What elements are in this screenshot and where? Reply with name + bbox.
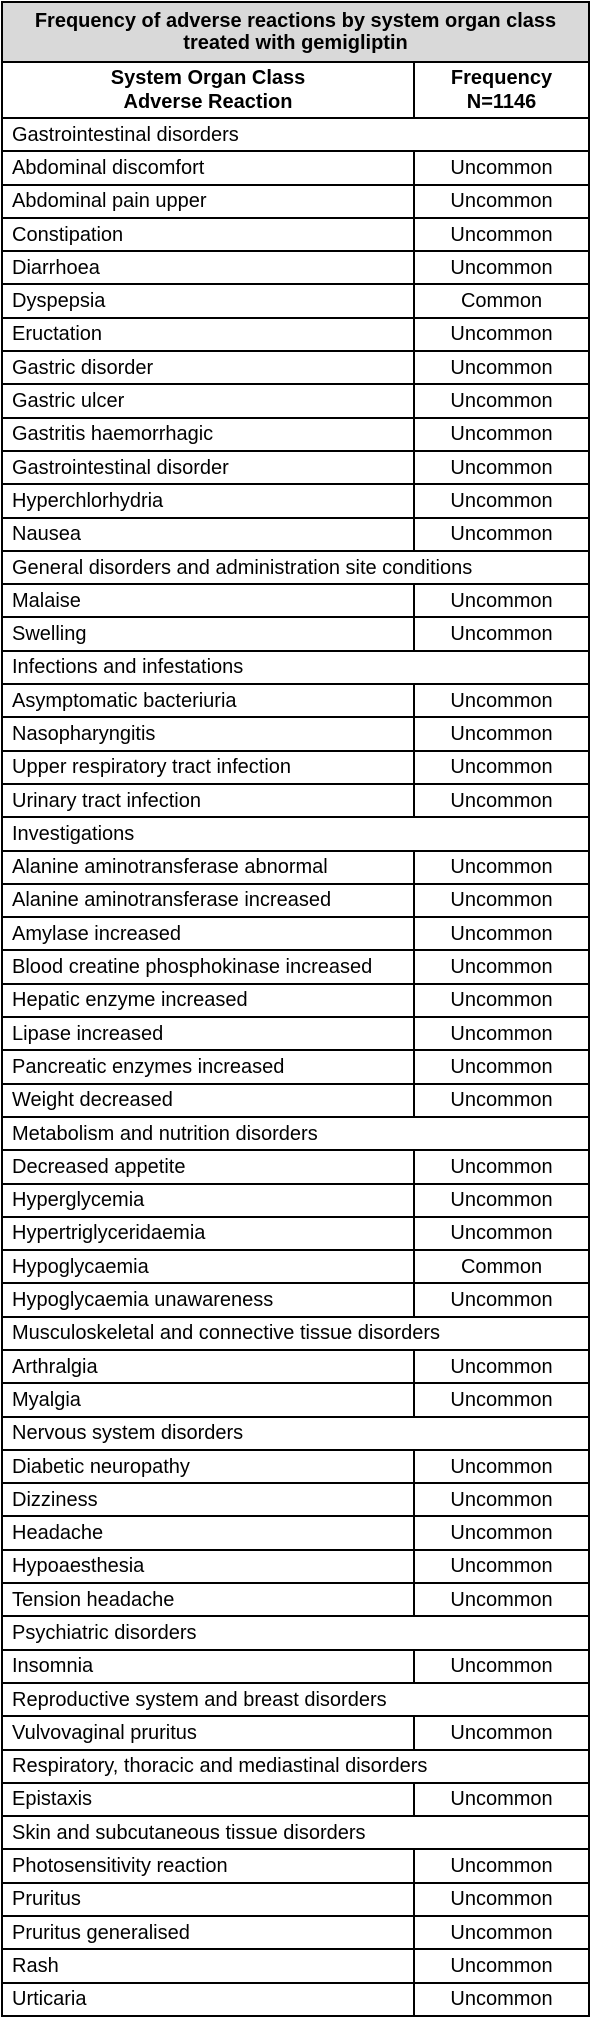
frequency-cell: Uncommon bbox=[414, 1483, 589, 1516]
adverse-reaction-cell: Tension headache bbox=[2, 1583, 414, 1616]
frequency-cell: Uncommon bbox=[414, 1916, 589, 1949]
table-row bbox=[2, 1383, 589, 1416]
adverse-reaction-cell: Photosensitivity reaction bbox=[2, 1849, 414, 1882]
adverse-reaction-cell: Insomnia bbox=[2, 1650, 414, 1683]
frequency-cell: Uncommon bbox=[414, 1217, 589, 1250]
category-label: Respiratory, thoracic and mediastinal disorders bbox=[2, 1750, 589, 1783]
table-row bbox=[2, 717, 589, 750]
table-title-row bbox=[2, 2, 589, 62]
category-row bbox=[2, 1616, 589, 1649]
table-row bbox=[2, 351, 589, 384]
adverse-reaction-cell: Hypertriglyceridaemia bbox=[2, 1217, 414, 1250]
table-row bbox=[2, 1017, 589, 1050]
adverse-reaction-cell: Gastritis haemorrhagic bbox=[2, 418, 414, 451]
adverse-reaction-cell: Hypoglycaemia bbox=[2, 1250, 414, 1283]
category-row bbox=[2, 1816, 589, 1849]
table-row bbox=[2, 518, 589, 551]
table-row bbox=[2, 451, 589, 484]
frequency-cell: Uncommon bbox=[414, 151, 589, 184]
adverse-reactions-table bbox=[1, 1, 590, 2017]
column-header-organ-class-line2: Adverse Reaction bbox=[123, 91, 293, 113]
frequency-cell: Uncommon bbox=[414, 1350, 589, 1383]
table-row bbox=[2, 1583, 589, 1616]
adverse-reaction-cell: Nasopharyngitis bbox=[2, 717, 414, 750]
table-row bbox=[2, 1716, 589, 1749]
table-row bbox=[2, 1849, 589, 1882]
adverse-reactions-document bbox=[1, 1, 588, 2017]
adverse-reaction-cell: Swelling bbox=[2, 617, 414, 650]
frequency-cell: Uncommon bbox=[414, 318, 589, 351]
category-label: Reproductive system and breast disorders bbox=[2, 1683, 589, 1716]
table-row bbox=[2, 1350, 589, 1383]
adverse-reaction-cell: Hypoaesthesia bbox=[2, 1550, 414, 1583]
category-label: Metabolism and nutrition disorders bbox=[2, 1117, 589, 1150]
frequency-cell: Uncommon bbox=[414, 851, 589, 884]
adverse-reaction-cell: Headache bbox=[2, 1516, 414, 1549]
table-row bbox=[2, 1250, 589, 1283]
frequency-cell: Uncommon bbox=[414, 917, 589, 950]
adverse-reaction-cell: Malaise bbox=[2, 584, 414, 617]
category-label: Psychiatric disorders bbox=[2, 1616, 589, 1649]
table-row bbox=[2, 1050, 589, 1083]
table-title: Frequency of adverse reactions by system organ class treated with gemigliptin bbox=[2, 2, 589, 62]
adverse-reaction-cell: Hyperglycemia bbox=[2, 1184, 414, 1217]
category-row bbox=[2, 1417, 589, 1450]
adverse-reaction-cell: Weight decreased bbox=[2, 1084, 414, 1117]
table-row bbox=[2, 1283, 589, 1316]
table-row bbox=[2, 1883, 589, 1916]
table-row bbox=[2, 1983, 589, 2016]
frequency-cell: Uncommon bbox=[414, 1783, 589, 1816]
category-row bbox=[2, 118, 589, 151]
adverse-reaction-cell: Dizziness bbox=[2, 1483, 414, 1516]
adverse-reaction-cell: Pancreatic enzymes increased bbox=[2, 1050, 414, 1083]
frequency-cell: Uncommon bbox=[414, 617, 589, 650]
category-row bbox=[2, 1683, 589, 1716]
table-row bbox=[2, 950, 589, 983]
frequency-cell: Uncommon bbox=[414, 218, 589, 251]
category-label: Investigations bbox=[2, 817, 589, 850]
frequency-cell: Uncommon bbox=[414, 251, 589, 284]
frequency-cell: Common bbox=[414, 1250, 589, 1283]
frequency-cell: Uncommon bbox=[414, 1084, 589, 1117]
table-row bbox=[2, 185, 589, 218]
table-row bbox=[2, 1483, 589, 1516]
adverse-reaction-cell: Hyperchlorhydria bbox=[2, 484, 414, 517]
column-header-row bbox=[2, 62, 589, 118]
table-row bbox=[2, 218, 589, 251]
category-row bbox=[2, 1317, 589, 1350]
table-row bbox=[2, 418, 589, 451]
table-row bbox=[2, 1184, 589, 1217]
frequency-cell: Uncommon bbox=[414, 1883, 589, 1916]
adverse-reaction-cell: Decreased appetite bbox=[2, 1150, 414, 1183]
frequency-cell: Uncommon bbox=[414, 1583, 589, 1616]
frequency-cell: Uncommon bbox=[414, 1516, 589, 1549]
frequency-cell: Uncommon bbox=[414, 1849, 589, 1882]
adverse-reaction-cell: Abdominal pain upper bbox=[2, 185, 414, 218]
adverse-reaction-cell: Diarrhoea bbox=[2, 251, 414, 284]
frequency-cell: Uncommon bbox=[414, 950, 589, 983]
column-header-frequency bbox=[414, 62, 589, 118]
adverse-reaction-cell: Gastric ulcer bbox=[2, 384, 414, 417]
table-row bbox=[2, 884, 589, 917]
column-header-frequency-line2: N=1146 bbox=[466, 91, 537, 113]
frequency-cell: Uncommon bbox=[414, 1050, 589, 1083]
adverse-reaction-cell: Gastrointestinal disorder bbox=[2, 451, 414, 484]
frequency-cell: Uncommon bbox=[414, 884, 589, 917]
frequency-cell: Uncommon bbox=[414, 1949, 589, 1982]
frequency-cell: Uncommon bbox=[414, 984, 589, 1017]
table-row bbox=[2, 1217, 589, 1250]
table-row bbox=[2, 1150, 589, 1183]
table-row bbox=[2, 318, 589, 351]
category-row bbox=[2, 817, 589, 850]
table-row bbox=[2, 784, 589, 817]
table-row bbox=[2, 617, 589, 650]
table-row bbox=[2, 751, 589, 784]
frequency-cell: Uncommon bbox=[414, 384, 589, 417]
adverse-reaction-cell: Urinary tract infection bbox=[2, 784, 414, 817]
adverse-reaction-cell: Pruritus generalised bbox=[2, 1916, 414, 1949]
frequency-cell: Uncommon bbox=[414, 751, 589, 784]
adverse-reaction-cell: Myalgia bbox=[2, 1383, 414, 1416]
adverse-reaction-cell: Hepatic enzyme increased bbox=[2, 984, 414, 1017]
frequency-cell: Uncommon bbox=[414, 1184, 589, 1217]
adverse-reaction-cell: Asymptomatic bacteriuria bbox=[2, 684, 414, 717]
frequency-cell: Uncommon bbox=[414, 484, 589, 517]
adverse-reaction-cell: Lipase increased bbox=[2, 1017, 414, 1050]
category-row bbox=[2, 1750, 589, 1783]
table-row bbox=[2, 151, 589, 184]
frequency-cell: Uncommon bbox=[414, 1283, 589, 1316]
frequency-cell: Uncommon bbox=[414, 518, 589, 551]
table-row bbox=[2, 851, 589, 884]
adverse-reaction-cell: Amylase increased bbox=[2, 917, 414, 950]
category-row bbox=[2, 651, 589, 684]
frequency-cell: Uncommon bbox=[414, 418, 589, 451]
table-row bbox=[2, 284, 589, 317]
frequency-cell: Uncommon bbox=[414, 1650, 589, 1683]
category-label: Musculoskeletal and connective tissue disorders bbox=[2, 1317, 589, 1350]
adverse-reaction-cell: Alanine aminotransferase abnormal bbox=[2, 851, 414, 884]
frequency-cell: Uncommon bbox=[414, 1017, 589, 1050]
frequency-cell: Uncommon bbox=[414, 1716, 589, 1749]
adverse-reaction-cell: Epistaxis bbox=[2, 1783, 414, 1816]
table-row bbox=[2, 984, 589, 1017]
table-row bbox=[2, 1084, 589, 1117]
category-label: Nervous system disorders bbox=[2, 1417, 589, 1450]
category-row bbox=[2, 1117, 589, 1150]
adverse-reaction-cell: Pruritus bbox=[2, 1883, 414, 1916]
category-label: Gastrointestinal disorders bbox=[2, 118, 589, 151]
frequency-cell: Uncommon bbox=[414, 185, 589, 218]
adverse-reaction-cell: Dyspepsia bbox=[2, 284, 414, 317]
adverse-reaction-cell: Urticaria bbox=[2, 1983, 414, 2016]
table-row bbox=[2, 917, 589, 950]
table-row bbox=[2, 1783, 589, 1816]
table-row bbox=[2, 1516, 589, 1549]
table-row bbox=[2, 1949, 589, 1982]
adverse-reaction-cell: Gastric disorder bbox=[2, 351, 414, 384]
category-label: General disorders and administration site conditions bbox=[2, 551, 589, 584]
table-row bbox=[2, 684, 589, 717]
frequency-cell: Uncommon bbox=[414, 351, 589, 384]
frequency-cell: Uncommon bbox=[414, 1150, 589, 1183]
adverse-reaction-cell: Upper respiratory tract infection bbox=[2, 751, 414, 784]
frequency-cell: Uncommon bbox=[414, 451, 589, 484]
adverse-reaction-cell: Blood creatine phosphokinase increased bbox=[2, 950, 414, 983]
adverse-reaction-cell: Vulvovaginal pruritus bbox=[2, 1716, 414, 1749]
frequency-cell: Uncommon bbox=[414, 684, 589, 717]
frequency-cell: Uncommon bbox=[414, 1983, 589, 2016]
column-header-organ-class bbox=[2, 62, 414, 118]
column-header-frequency-line1: Frequency bbox=[450, 67, 553, 89]
adverse-reaction-cell: Nausea bbox=[2, 518, 414, 551]
adverse-reaction-cell: Rash bbox=[2, 1949, 414, 1982]
table-row bbox=[2, 1650, 589, 1683]
adverse-reaction-cell: Hypoglycaemia unawareness bbox=[2, 1283, 414, 1316]
adverse-reaction-cell: Diabetic neuropathy bbox=[2, 1450, 414, 1483]
frequency-cell: Uncommon bbox=[414, 1383, 589, 1416]
adverse-reaction-cell: Arthralgia bbox=[2, 1350, 414, 1383]
frequency-cell: Uncommon bbox=[414, 1450, 589, 1483]
adverse-reaction-cell: Alanine aminotransferase increased bbox=[2, 884, 414, 917]
frequency-cell: Uncommon bbox=[414, 584, 589, 617]
table-body bbox=[2, 118, 589, 2016]
frequency-cell: Uncommon bbox=[414, 717, 589, 750]
table-row bbox=[2, 1550, 589, 1583]
frequency-cell: Uncommon bbox=[414, 784, 589, 817]
table-row bbox=[2, 384, 589, 417]
category-label: Skin and subcutaneous tissue disorders bbox=[2, 1816, 589, 1849]
table-row bbox=[2, 484, 589, 517]
adverse-reaction-cell: Eructation bbox=[2, 318, 414, 351]
category-row bbox=[2, 551, 589, 584]
table-row bbox=[2, 251, 589, 284]
frequency-cell: Common bbox=[414, 284, 589, 317]
adverse-reaction-cell: Abdominal discomfort bbox=[2, 151, 414, 184]
adverse-reaction-cell: Constipation bbox=[2, 218, 414, 251]
category-label: Infections and infestations bbox=[2, 651, 589, 684]
table-row bbox=[2, 584, 589, 617]
table-row bbox=[2, 1916, 589, 1949]
frequency-cell: Uncommon bbox=[414, 1550, 589, 1583]
column-header-organ-class-line1: System Organ Class bbox=[110, 67, 306, 89]
table-row bbox=[2, 1450, 589, 1483]
